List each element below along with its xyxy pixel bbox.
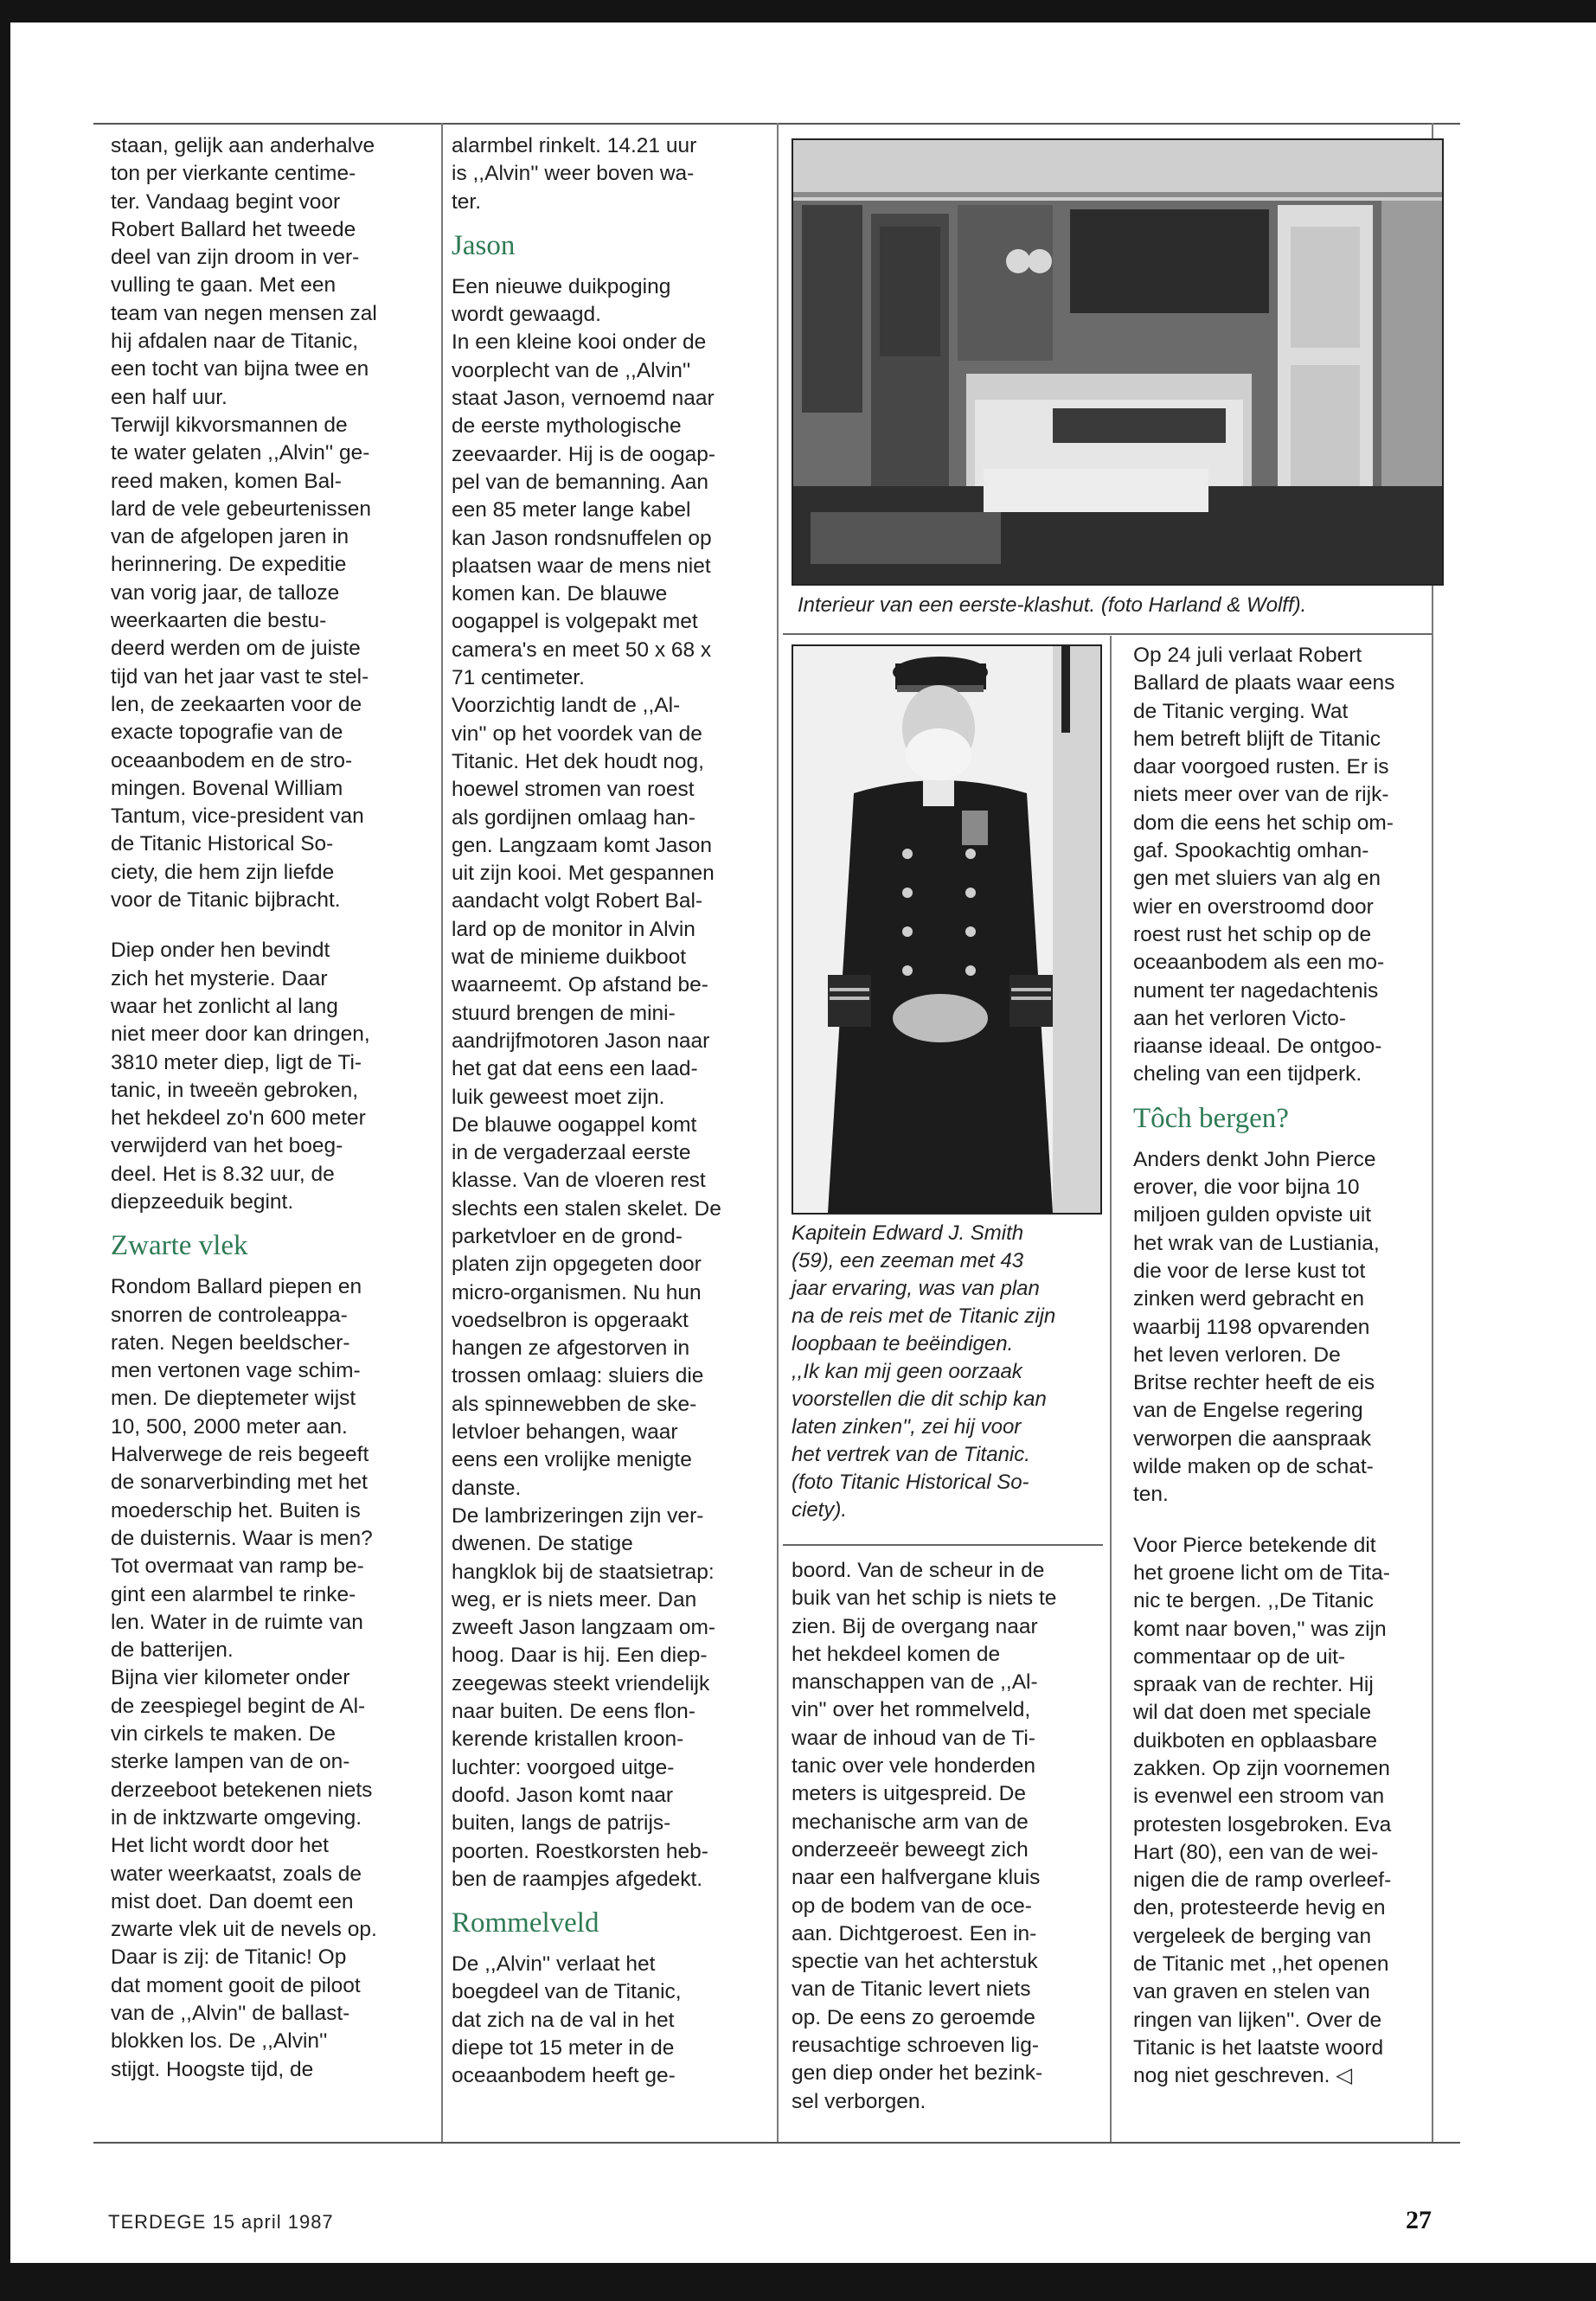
article-column-1 <box>111 132 431 2084</box>
column4-paragraph-1: Op 24 juli verlaat Robert Ballard de plaats waar eens de Titanic verging. Wat hem betreft blijft de Titanic daar voorgoed rusten. Er is niets meer over van de rijk- dom die eens het schip om- gaf. Spookachtig omhan- gen met sluiers van alg en wier en overstroomd door roest rust het schip op de oceaanbodem als een mo- nument ter nagedachtenis aan het verloren Victo- riaanse ideaal. De ontgoo- cheling van een tijdperk. <box>1133 644 1395 1086</box>
heading-jason: Jason <box>452 229 516 261</box>
article-column-4 <box>1133 642 1432 2091</box>
captain-smith-photo <box>792 644 1102 1215</box>
captain-photo-caption: Kapitein Edward J. Smith (59), een zeeman met 43 jaar ervaring, was van plan na de reis met de Titanic zijn loopbaan te beëindigen. ,,Ik kan mij geen oorzaak voorstellen die dit schip kan laten zinken'', zei hij voor het vertrek van de Titanic. (foto Titanic Historical So- ciety). <box>792 1221 1056 1522</box>
column-rule-3 <box>1110 636 1112 2142</box>
cabin-interior-image <box>793 140 1442 584</box>
column2-paragraph-1: alarmbel rinkelt. 14.21 uur is ,,Alvin'' weer boven wa- ter. <box>452 134 697 214</box>
article-column-2 <box>452 132 772 2091</box>
column4-paragraph-3: Voor Pierce betekende dit het groene licht om de Tita- nic te bergen. ,,De Titanic komt naar boven,'' was zijn commentaar op de uit- spraak van de rechter. Hij wil dat doen met speciale duikboten en opblaasbare zakken. Op zijn voornemen is evenwel een stroom van protesten losgebroken. Eva Hart (80), een van de wei- nigen die de ramp overleef- den, protesteerde hevig en vergeleek de berging van de Titanic met ,,het openen van graven en stelen van ringen van lijken''. Over de Titanic is het laatste woord nog niet geschreven. ◁ <box>1133 1533 1392 2088</box>
publication-footer: TERDEGE 15 april 1987 <box>108 2211 334 2233</box>
heading-rommelveld: Rommelveld <box>452 1907 599 1939</box>
heading-toch-bergen: Tôch bergen? <box>1133 1102 1289 1134</box>
column-rule-2 <box>777 123 779 2142</box>
heading-zwarte-vlek: Zwarte vlek <box>111 1230 248 1262</box>
cabin-photo-caption: Interieur van een eerste-klashut. (foto Harland & Wolff). <box>798 593 1307 617</box>
top-border <box>0 0 1596 22</box>
column1-paragraph-3: Rondom Ballard piepen en snorren de controleappa- raten. Negen beeldscher- men vertonen vage schim- men. De dieptemeter wijst 10, 500, 2000 meter aan. Halverwege de reis begeeft de sonarverbinding met het moederschip het. Buiten is de duisternis. Waar is men? Tot overmaat van ramp be- gint een alarmbel te rinke- len. Water in de ruimte van de batterijen. Bijna vier kilometer onder de zeespiegel begint de Al- vin cirkels te maken. De sterke lampen van de on- derzeeboot betekenen niets in de inktzwarte omgeving. Het licht wordt door het water weerkaatst, zoals de mist doet. Dan doemt een zwarte vlek uit de nevels op. Daar is zij: de Titanic! Op dat moment gooit de piloot van de ,,Alvin'' de ballast- blokken los. De ,,Alvin'' stijgt. Hoogste tijd, de <box>111 1275 377 2081</box>
bottom-border <box>0 2263 1596 2301</box>
column3-paragraph-1: boord. Van de scheur in de buik van het schip is niets te zien. Bij de overgang naar het hekdeel komen de manschappen van de ,,Al- vin'' over het rommelveld, waar de inhoud van de Ti- tanic over vele honderden meters is uitgespreid. De mechanische arm van de onderzeeër beweegt zich naar een halfvergane kluis op de bodem van de oce- aan. Dichtgeroest. Een in- spectie van het achterstuk van de Titanic levert niets op. De eens zo geroemde reusachtige schroeven lig- gen diep onder het bezink- sel verborgen. <box>792 1559 1057 2113</box>
captain-portrait-image <box>793 646 1100 1213</box>
column2-paragraph-2: Een nieuwe duikpoging wordt gewaagd. In een kleine kooi onder de voorplecht van de ,,Alvin'' staat Jason, vernoemd naar de eerste mythologische zeevaarder. Hij is de oogap- pel van de bemanning. Aan een 85 meter lange kabel kan Jason rondsnuffelen op plaatsen waar de mens niet komen kan. De blauwe oogappel is volgepakt met camera's en meet 50 x 68 x 71 centimeter. Voorzichtig landt de ,,Al- vin'' op het voordek van de Titanic. Het dek houdt nog, hoewel stromen van roest als gordijnen omlaag han- gen. Langzaam komt Jason uit zijn kooi. Met gespannen aandacht volgt Robert Bal- lard op de monitor in Alvin wat de minieme duikboot waarneemt. Op afstand be- stuurd brengen de mini- aandrijfmotoren Jason naar het gat dat eens een laad- luik geweest moet zijn. De blauwe oogappel komt in de vergaderzaal eerste klasse. Van de vloeren rest slechts een stalen skelet. De parketvloer en de grond- platen zijn opgegeten door micro-organismen. Nu hun voedselbron is opgeraakt hangen ze afgestorven in trossen omlaag: sluiers die als spinnewebben de ske- letvloer behangen, waar eens een vrolijke menigte danste. De lambrizeringen zijn ver- dwenen. De statige hangklok bij de staatsietrap: weg, er is niets meer. Dan zweeft Jason langzaam om- hoog. Daar is hij. Een diep- zeegewas steekt vriendelijk naar buiten. De eens flon- kerende kristallen kroon- luchter: voorgoed uitge- doofd. Jason komt naar buiten, langs de patrijs- poorten. Roestkorsten heb- ben de raampjes afgedekt. <box>452 274 721 1891</box>
left-border <box>0 0 10 2301</box>
article-column-3 <box>792 1557 1107 2116</box>
column4-paragraph-2: Anders denkt John Pierce erover, die voor bijna 10 miljoen gulden opviste uit het wrak van de Lustiania, die voor de Ierse kust tot zinken werd gebracht en waarbij 1198 opvarenden het leven verloren. De Britse rechter heeft de eis van de Engelse regering verworpen die aanspraak wilde maken op de schat- ten. <box>1133 1147 1380 1507</box>
page-number: 27 <box>1406 2206 1432 2234</box>
cabin-interior-photo <box>792 138 1444 586</box>
caption-divider <box>783 1544 1103 1546</box>
column-rule-1 <box>441 123 443 2142</box>
photo-divider <box>783 633 1432 635</box>
column1-paragraph-1: staan, gelijk aan anderhalve ton per vierkante centime- ter. Vandaag begint voor Robert Ballard het tweede deel van zijn droom in ver- vulling te gaan. Met een team van negen mensen zal hij afdalen naar de Titanic, een tocht van bijna twee en een half uur. Terwijl kikvorsmannen de te water gelaten ,,Alvin'' ge- reed maken, komen Bal- lard de vele gebeurtenissen van de afgelopen jaren in herinnering. De expeditie van vorig jaar, de talloze weerkaarten die bestu- deerd werden om de juiste tijd van het jaar vast te stel- len, de zeekaarten voor de exacte topografie van de oceaanbodem en de stro- mingen. Bovenal William Tantum, vice-president van de Titanic Historical So- ciety, die hem zijn liefde voor de Titanic bijbracht. <box>111 134 377 913</box>
column2-paragraph-3: De ,,Alvin'' verlaat het boegdeel van de Titanic, dat zich na de val in het diepe tot 15 meter in de oceaanbodem heeft ge- <box>452 1952 682 2088</box>
bottom-rule <box>93 2142 1460 2144</box>
column1-paragraph-2: Diep onder hen bevindt zich het mysterie. Daar waar het zonlicht al lang niet meer door kan dringen, 3810 meter diep, ligt de Ti- tanic, in tweeën gebroken, het hekdeel zo'n 600 meter verwijderd van het boeg- deel. Het is 8.32 uur, de diepzeeduik begint. <box>111 939 370 1214</box>
